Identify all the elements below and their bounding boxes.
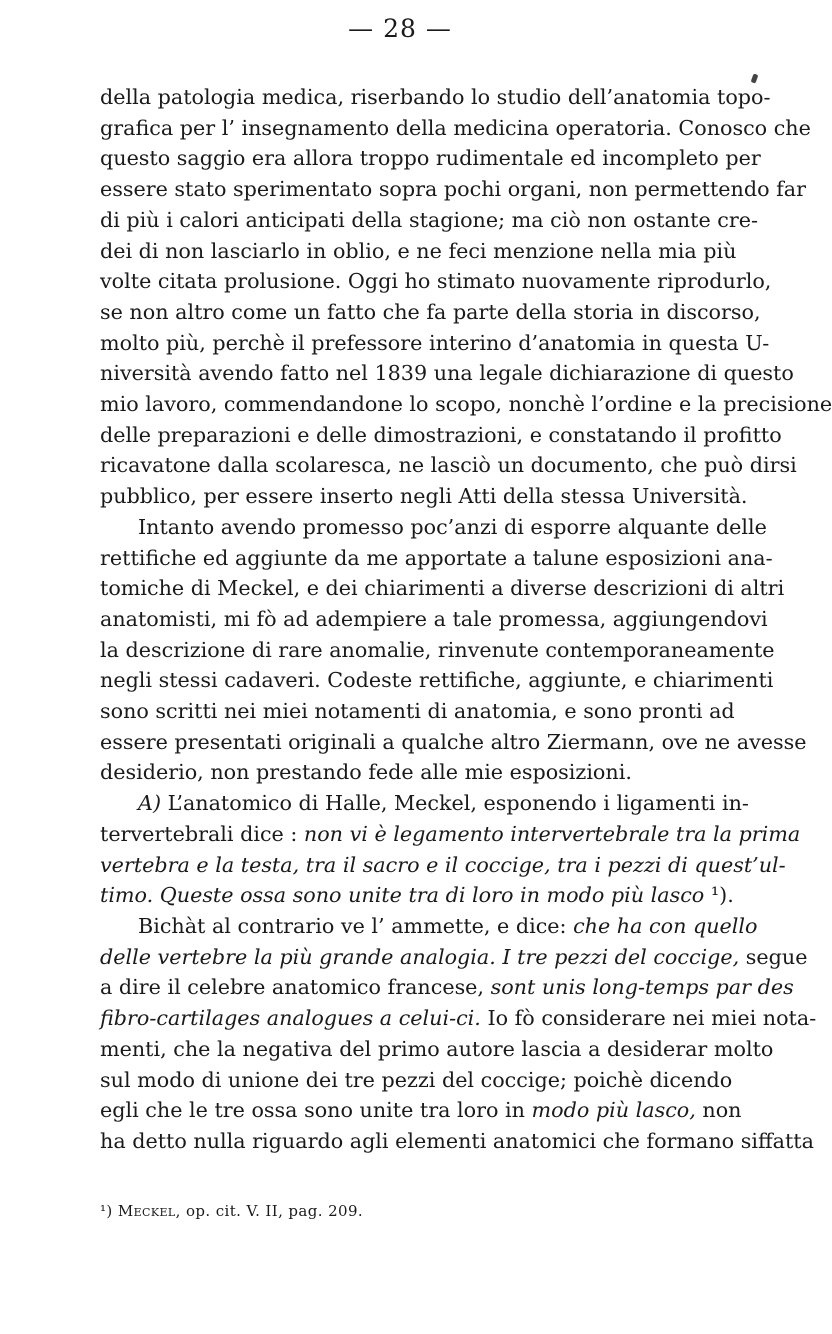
italic-segment: che ha con quello xyxy=(573,913,758,938)
text-line xyxy=(100,1034,774,1065)
text-line xyxy=(100,328,770,359)
text-line xyxy=(100,604,768,635)
italic-segment: delle vertebre la più grande analogia. I tre pezzi del coccige, xyxy=(100,944,740,969)
text-segment: mio lavoro, commendandone lo scopo, nonchè l’ordine e la precisione xyxy=(100,392,832,417)
text-line xyxy=(100,389,832,420)
text-line xyxy=(100,911,758,942)
text-line xyxy=(100,1095,742,1126)
italic-segment: non vi è legamento intervertebrale tra la prima xyxy=(303,821,801,846)
text-line xyxy=(100,420,782,451)
text-segment: essere presentati originali a qualche altro Ziermann, ove ne avesse xyxy=(100,729,807,754)
text-segment: desiderio, non prestando fede alle mie esposizioni. xyxy=(100,760,632,785)
text-line xyxy=(100,696,735,727)
footnote-reference: , op. cit. V. II, pag. 209. xyxy=(175,1202,364,1220)
text-segment: tomiche di Meckel, e dei chiarimenti a diverse descrizioni di altri xyxy=(100,576,785,601)
text-segment: questo saggio era allora troppo rudimentale ed incompleto per xyxy=(100,146,761,171)
text-segment: ricavatone dalla scolaresca, ne lasciò un documento, che può dirsi xyxy=(100,453,797,478)
text-segment: ha detto nulla riguardo agli elementi anatomici che formano siffatta xyxy=(100,1128,814,1153)
text-segment: non xyxy=(695,1098,742,1123)
italic-segment: vertebra e la testa, tra il sacro e il coccige, tra i pezzi di quest’ul- xyxy=(100,852,786,877)
text-segment: molto più, perchè il prefessore interino d’anatomia in questa U- xyxy=(100,330,770,355)
text-segment: rettifiche ed aggiunte da me apportate a talune esposizioni ana- xyxy=(100,545,773,570)
text-segment: Intanto avendo promesso poc’anzi di esporre alquante delle xyxy=(138,514,767,539)
footnote-author: Meckel xyxy=(117,1202,176,1220)
text-segment: egli che le tre ossa sono unite tra loro in xyxy=(100,1098,532,1123)
text-segment: essere stato sperimentato sopra pochi organi, non permettendo far xyxy=(100,177,807,202)
text-line xyxy=(100,757,702,788)
text-line xyxy=(100,205,758,236)
text-segment: dei di non lasciarlo in oblio, e ne feci menzione nella mia più xyxy=(100,238,737,263)
text-segment: se non altro come un fatto che fa parte della storia in discorso, xyxy=(100,299,761,324)
text-segment: grafica per l’ insegnamento della medicina operatoria. Conosco che xyxy=(100,115,811,140)
body-text xyxy=(100,82,832,1157)
text-line xyxy=(100,972,794,1003)
text-line xyxy=(100,481,748,512)
text-segment: sono scritti nei miei notamenti di anatomia, e sono pronti ad xyxy=(100,699,735,724)
text-line xyxy=(100,573,785,604)
text-line xyxy=(100,266,772,297)
text-segment: di più i calori anticipati della stagione; ma ciò non ostante cre- xyxy=(100,207,758,232)
text-segment: negli stessi cadaveri. Codeste rettifiche, aggiunte, e chiarimenti xyxy=(100,668,774,693)
text-line xyxy=(100,174,807,205)
text-line xyxy=(100,543,773,574)
italic-segment: fibro-cartilages analogues a celui-ci. xyxy=(100,1006,481,1031)
text-line xyxy=(100,297,761,328)
footnote xyxy=(100,1202,363,1220)
text-line xyxy=(100,236,737,267)
text-line xyxy=(100,113,811,144)
text-line xyxy=(100,143,761,174)
text-line xyxy=(100,942,808,973)
text-segment: ¹). xyxy=(704,883,734,908)
text-segment: tervertebrali dice : xyxy=(100,821,304,846)
text-line xyxy=(100,788,749,819)
text-segment: segue xyxy=(739,944,808,969)
text-line xyxy=(100,665,774,696)
text-segment: pubblico, per essere inserto negli Atti della stessa Università. xyxy=(100,484,748,509)
text-line xyxy=(100,1065,733,1096)
text-segment: delle preparazioni e delle dimostrazioni, e constatando il profitto xyxy=(100,422,782,447)
footnote-marker: ¹) xyxy=(100,1202,113,1220)
text-line xyxy=(100,819,801,850)
page-number: — 28 — xyxy=(348,14,452,43)
text-line xyxy=(100,880,734,911)
text-segment: Io fò considerare nei miei nota- xyxy=(480,1006,817,1031)
text-line xyxy=(100,82,771,113)
text-segment: niversità avendo fatto nel 1839 una legale dichiarazione di questo xyxy=(100,361,794,386)
text-line xyxy=(100,450,797,481)
text-segment: L’anatomico di Halle, Meckel, esponendo i ligamenti in- xyxy=(161,791,749,816)
italic-segment: timo. Queste ossa sono unite tra di loro in modo più lasco xyxy=(100,883,705,908)
text-line xyxy=(100,635,775,666)
text-segment: Bichàt al contrario ve l’ ammette, e dice: xyxy=(138,913,574,938)
text-line xyxy=(100,512,767,543)
print-speck xyxy=(751,73,759,83)
text-line xyxy=(100,1126,814,1157)
text-segment: la descrizione di rare anomalie, rinvenute contemporaneamente xyxy=(100,637,775,662)
text-segment: sul modo di unione dei tre pezzi del coccige; poichè dicendo xyxy=(100,1067,733,1092)
text-segment: anatomisti, mi fò ad adempiere a tale promessa, aggiungendovi xyxy=(100,606,768,631)
text-line xyxy=(100,850,786,881)
text-segment: a dire il celebre anatomico francese, xyxy=(100,975,491,1000)
italic-segment: modo più lasco, xyxy=(531,1098,696,1123)
text-segment: della patologia medica, riserbando lo studio dell’anatomia topo- xyxy=(100,85,771,109)
text-line xyxy=(100,358,794,389)
text-line xyxy=(100,1003,817,1034)
text-segment: menti, che la negativa del primo autore lascia a desiderar molto xyxy=(100,1036,774,1061)
text-line xyxy=(100,727,807,758)
italic-segment: sont unis long-temps par des xyxy=(490,975,794,1000)
text-segment: volte citata prolusione. Oggi ho stimato nuovamente riprodurlo, xyxy=(100,269,772,294)
italic-segment: A) xyxy=(138,791,162,816)
